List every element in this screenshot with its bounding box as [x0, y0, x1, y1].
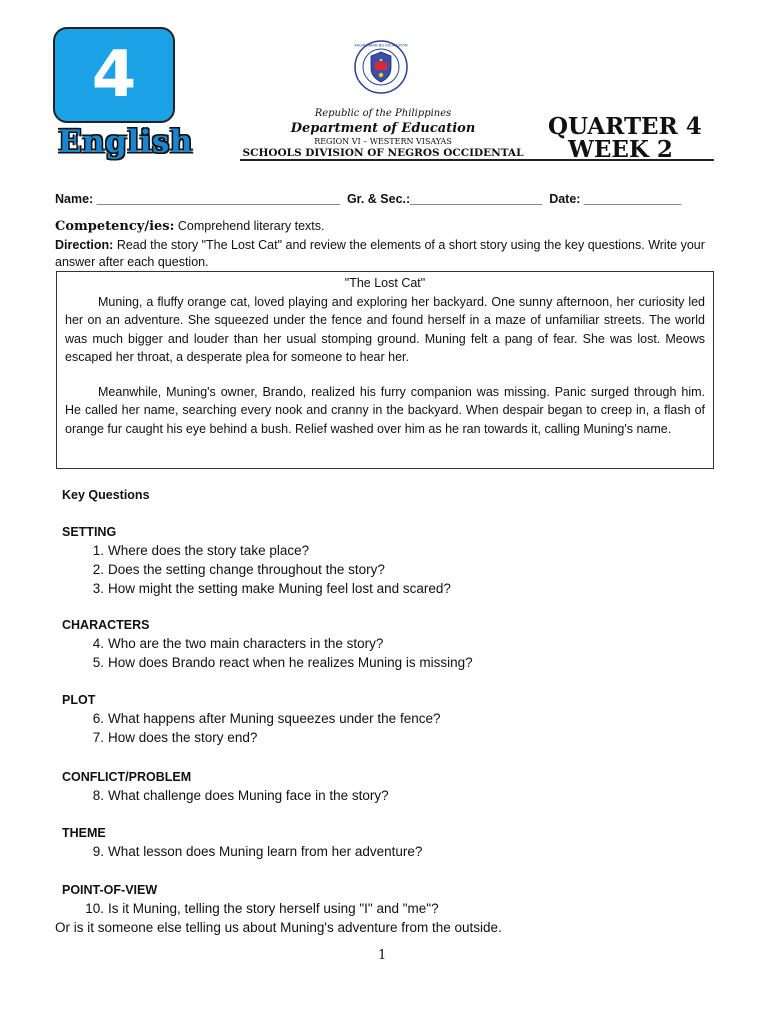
question-item	[62, 842, 422, 861]
question-number: 10.	[85, 901, 104, 916]
section-point-of-view	[62, 883, 439, 918]
week-label: WEEK 2	[568, 136, 673, 163]
section-title: SETTING	[62, 525, 117, 539]
question-item	[62, 541, 451, 560]
question-text: Who are the two main characters in the story?	[108, 636, 384, 651]
question-number: 7.	[92, 730, 104, 745]
republic-line: Republic of the Philippines	[314, 108, 452, 119]
question-item	[62, 786, 389, 805]
student-info-line: Name: ___________________________________ Gr. & Sec.:___________________ Date: ______________	[55, 192, 682, 206]
key-questions-title: Key Questions	[62, 488, 150, 502]
competency-text: Comprehend literary texts.	[174, 219, 325, 233]
direction-text: Read the story "The Lost Cat" and review the elements of a short story using the key questions. Write your answer after each question.	[55, 238, 705, 269]
question-item	[62, 728, 440, 747]
story-box	[56, 271, 714, 469]
section-title: CHARACTERS	[62, 618, 150, 632]
question-number: 1.	[92, 543, 104, 558]
question-number: 9.	[92, 844, 104, 859]
question-text: What happens after Muning squeezes under the fence?	[108, 711, 441, 726]
question-number: 3.	[92, 581, 104, 596]
question-text: What challenge does Muning face in the story?	[108, 788, 389, 803]
section-conflict	[62, 770, 389, 805]
story-paragraph: Muning, a fluffy orange cat, loved playing and exploring her backyard. One sunny afternoon, her curiosity led her on an adventure. She squeezed under the fence and found herself in a maze of unfamiliar streets. The world was much bigger and louder than her usual stomping ground. Muning felt a pang of fear. She was lost. Meows escaped her throat, a desperate plea for someone to hear her.	[65, 294, 705, 364]
section-title: PLOT	[62, 693, 96, 707]
question-number: 6.	[92, 711, 104, 726]
question-text: What lesson does Muning learn from her adventure?	[108, 844, 423, 859]
question-number: 5.	[92, 655, 104, 670]
section-title: THEME	[62, 826, 106, 840]
seal-text: KAGAWARAN NG EDUKASYON	[354, 43, 408, 48]
competency-label: Competency/ies:	[55, 219, 175, 234]
question-item	[62, 899, 439, 918]
section-setting	[62, 525, 451, 598]
direction-line	[55, 237, 717, 271]
section-title: CONFLICT/PROBLEM	[62, 770, 192, 784]
question-item	[62, 560, 451, 579]
question-text: How does the story end?	[108, 730, 258, 745]
story-title: "The Lost Cat"	[344, 276, 426, 290]
question-item	[62, 653, 473, 672]
direction-label: Direction:	[55, 238, 114, 252]
region-line: REGION VI – WESTERN VISAYAS	[314, 137, 452, 146]
page-number: 1	[378, 948, 387, 963]
question-number: 4.	[92, 636, 104, 651]
header-divider	[240, 159, 714, 161]
division-line: SCHOOLS DIVISION OF NEGROS OCCIDENTAL	[242, 147, 524, 159]
deped-seal-logo	[354, 40, 408, 94]
question-text: How might the setting make Muning feel lost and scared?	[108, 581, 451, 596]
section-title: POINT-OF-VIEW	[62, 883, 158, 897]
section-characters	[62, 618, 473, 672]
question-item	[62, 709, 440, 728]
subject-label: English	[58, 124, 193, 160]
section-theme	[62, 826, 422, 861]
department-line: Department of Education	[290, 121, 476, 136]
question-text: Where does the story take place?	[108, 543, 310, 558]
question-text: How does Brando react when he realizes Muning is missing?	[108, 655, 473, 670]
question-text: Is it Muning, telling the story herself using "I" and "me"?	[108, 901, 439, 916]
question-text: Does the setting change throughout the story?	[108, 562, 385, 577]
section-plot	[62, 693, 440, 747]
competency-line	[55, 219, 324, 234]
question-continuation: Or is it someone else telling us about Muning's adventure from the outside.	[55, 920, 502, 935]
question-item	[62, 634, 473, 653]
grade-badge: 4	[53, 27, 175, 123]
question-number: 2.	[92, 562, 104, 577]
question-number: 8.	[92, 788, 104, 803]
story-paragraph: Meanwhile, Muning's owner, Brando, realized his furry companion was missing. Panic surged through him. He called her name, searching every nook and cranny in the backyard. When despair began to creep in, a flash of orange fur caught his eye behind a bush. Relief washed over him as he ran towards it, calling Muning's name.	[65, 384, 705, 436]
quarter-label: QUARTER 4	[548, 113, 702, 140]
question-item	[62, 579, 451, 598]
